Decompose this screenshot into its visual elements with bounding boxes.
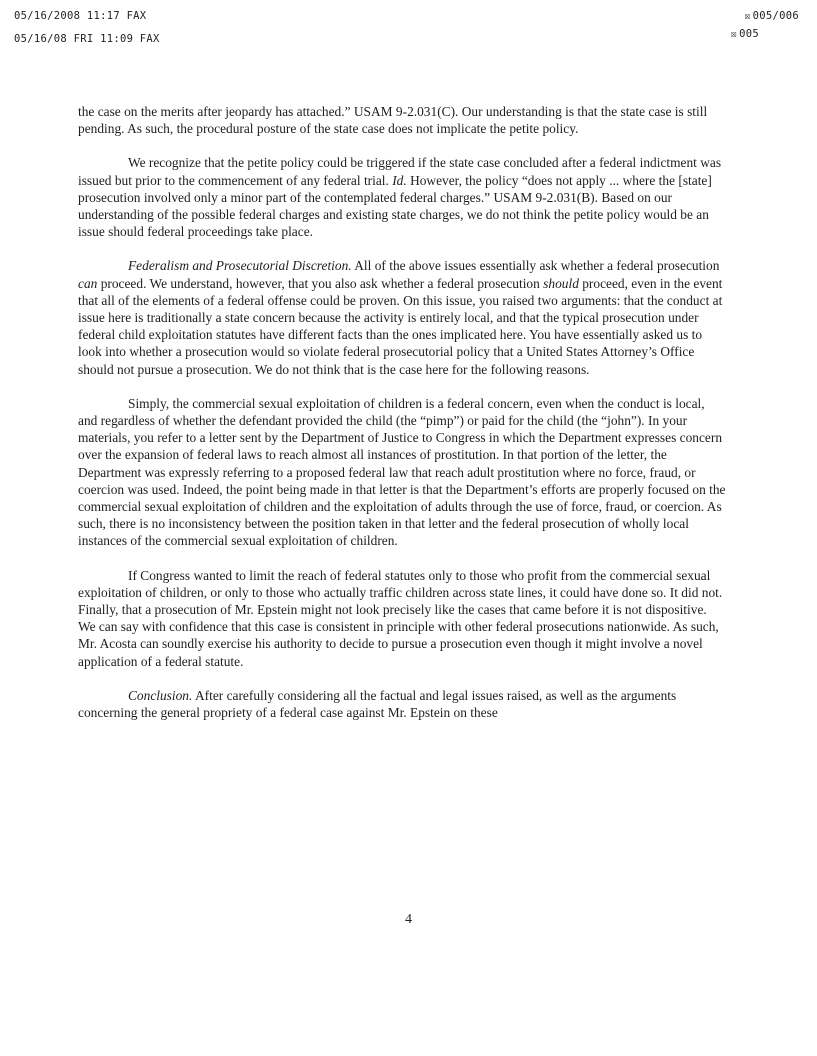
italic-text: can [78, 275, 98, 291]
paragraph [78, 687, 726, 721]
text-run: If Congress wanted to limit the reach of federal statutes only to those who profit from the commercial sexual exploitation of children, or only to those who actually traffic children across state lines, it could have done so. It did not. Finally, that a prosecution of Mr. Epstein might not look precisely like the cases that came before it is not dispositive. We can say with confidence that this case is consistent in principle with other federal prosecutions nationwide. As such, Mr. Acosta can soundly exercise his authority to decide to pursue a prosecution even though it might involve a novel application of a federal statute. [78, 567, 723, 669]
fax-header-line1-left: 05/16/2008 11:17 FAX [14, 10, 147, 22]
section-heading: Federalism and Prosecutorial Discretion. [128, 258, 352, 274]
text-run: Simply, the commercial sexual exploitation of children is a federal concern, even when the conduct is local, and regardless of whether the defendant provided the child (the “pimp”) or paid for the child (the “john”). In your materials, you refer to a letter sent by the Department of Justice to Congress in which the Department expresses concern over the expansion of federal laws to reach almost all instances of prostitution. In that portion of the letter, the Department was expressly referring to a proposed federal law that reach adult prostitution where no force, fraud, or coercion was used. Indeed, the point being made in that letter is that the Department’s efforts are properly focused on the commercial sexual exploitation of children and the exploitation of adults through the use of force, fraud, or coercion. As such, there is no inconsistency between the position taken in that letter and the federal prosecution of wholly local instances of the commercial sexual exploitation of children. [78, 395, 726, 549]
section-heading: Conclusion. [128, 687, 193, 703]
paragraph [78, 395, 726, 550]
page-number: 4 [405, 912, 412, 927]
paragraph [78, 567, 726, 670]
fax-header-line2-right [731, 28, 759, 40]
fax-page-count: 005/006 [752, 10, 799, 22]
text-run: proceed, even in the event that all of the elements of a federal offense could be proven. On this issue, you raised two arguments: that the conduct at issue here is traditionally a state concern because the activity is entirely local, and that the typical prosecution under federal child exploitation statutes have different facts than the ones implicated here. You have essentially asked us to look into whether a prosecution would so violate federal prosecutorial policy that a United States Attorney’s Office should not pursue a prosecution. We do not think that is the case here for the following reasons. [78, 275, 723, 377]
fax-page-number: 005 [739, 28, 759, 40]
fax-page-icon: ☒ [744, 11, 751, 22]
text-run: the case on the merits after jeopardy has attached.” USAM 9-2.031(C). Our understanding is that the state case is still pending. As such, the procedural posture of the state case does not implicate the petite policy. [78, 104, 708, 137]
text-run: proceed. We understand, however, that you also ask whether a federal prosecution [97, 275, 544, 291]
fax-page-icon: ☒ [730, 29, 738, 40]
text-run: All of the above issues essentially ask whether a federal prosecution [351, 258, 720, 274]
italic-text: Id. [392, 172, 407, 188]
paragraph [78, 257, 726, 377]
fax-header-line1-right [744, 10, 799, 22]
fax-header-line2-left: 05/16/08 FRI 11:09 FAX [14, 33, 160, 45]
paragraph [78, 154, 726, 240]
text-run: We recognize that the petite policy could be triggered if the state case concluded after a federal indictment was issued but prior to the commencement of any federal trial. [78, 155, 722, 188]
text-run: However, the policy “does not apply ... where the [state] prosecution involved only a minor part of the contemplated federal charges.” USAM 9-2.031(B). Based on our understanding of the possible federal charges and existing state charges, we do not think the petite policy would be an issue should federal proceedings take place. [78, 172, 712, 240]
text-run: After carefully considering all the factual and legal issues raised, as well as the arguments concerning the general propriety of a federal case against Mr. Epstein on these [78, 687, 677, 721]
letter-body [78, 103, 726, 738]
paragraph [78, 103, 726, 137]
italic-text: should [543, 275, 579, 291]
